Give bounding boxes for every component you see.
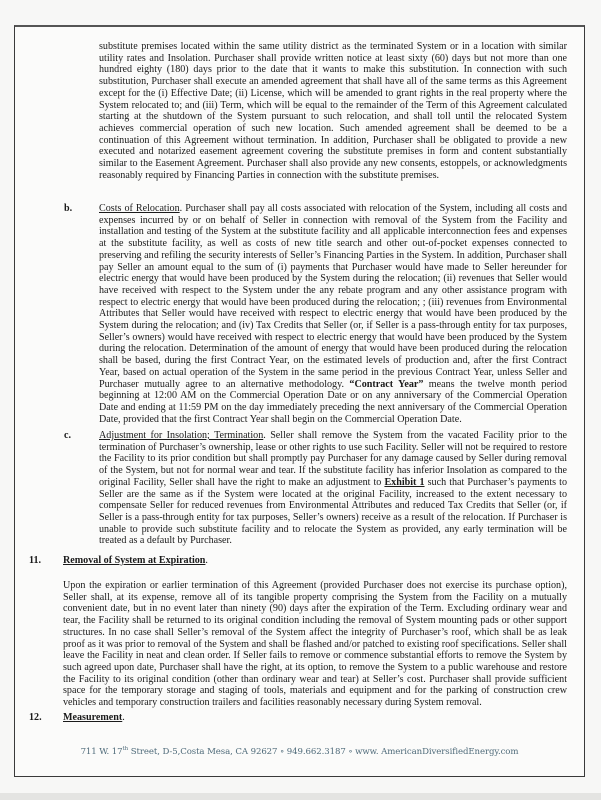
subsection-b-costs-of-relocation <box>99 203 567 425</box>
section-12-heading <box>63 712 125 724</box>
document-page <box>14 25 585 777</box>
section-12-number: 12. <box>29 712 42 723</box>
exhibit-1-reference[interactable]: Exhibit 1 <box>384 476 425 488</box>
defined-term-contract-year: “Contract Year” <box>349 378 424 390</box>
footer-address-post: Street, D-5,Costa Mesa, CA 92627 ∘ 949.662.3187 ∘ www. AmericanDiversifiedEnergy.com <box>128 747 519 757</box>
subsection-b-body-2: means the twelve month period beginning at 12:00 AM on the Commercial Operation Date or on any anniversary of the Commercial Operation Date and ending at 11:59 PM on the day immediately preceding the next anniversary of the Commercial Operation Date, provided that the first Contract Year shall begin on the Commercial Operation Date. <box>99 378 567 425</box>
subsection-b-title: Costs of Relocation <box>99 203 180 214</box>
subsection-c-body-2: such that Purchaser’s payments to Seller are the same as if the System were located at the original Facility, increased to the extent necessary to compensate Seller for reduced revenues from Environmental Attributes and reduced Tax Credits that Seller (or, if Seller is a pass-through entity for tax purposes, Seller’s owners) receive as a result of the relocation. If Purchaser is unable to provide such substitute facility and to relocate the System as provided, any early termination will be treated as a default by Purchaser. <box>99 476 567 547</box>
section-11-number: 11. <box>29 555 42 566</box>
section-11-body: Upon the expiration or earlier termination of this Agreement (provided Purchaser does not exercise its purchase option), Seller shall, at its expense, remove all of its tangible property comprising the System from the Facility on a mutually convenient date, but in no event later than ninety (90) days after the expiration of the Term. Excluding ordinary wear and tear, the Facility shall be returned to its original condition including the removal of System mounting pads or other support structures. In no case shall Seller’s removal of the System affect the integrity of Purchaser’s roof, which shall be as leak proof as it was prior to removal of the System and shall be flashed and/or patched to existing roof specifications. Seller shall leave the Facility in neat and clean order. If Seller fails to remove or commence substantial efforts to remove the System by such agreed upon date, Purchaser shall have the right, at its option, to remove the System to a public warehouse and restore the Facility to its original condition (other than ordinary wear and tear) at Seller’s cost. Purchaser shall provide sufficient space for the temporary storage and staging of tools, materials and equipment and for the parking of construction crew vehicles and temporary construction trailers and facilities reasonably necessary during System removal. <box>63 580 567 709</box>
scan-edge <box>0 793 601 800</box>
footer-address-sup: th <box>122 746 129 753</box>
subsection-c-title: Adjustment for Insolation; Termination <box>99 430 264 441</box>
subsection-label-c: c. <box>64 430 72 441</box>
section-12-title: Measurement <box>63 712 123 723</box>
section-11-title: Removal of System at Expiration <box>63 555 206 566</box>
section-11-heading <box>63 555 208 567</box>
subsection-c-adjustment-for-insolation <box>99 430 567 547</box>
footer-address-pre: 711 W. 17 <box>80 747 123 757</box>
page-footer <box>15 747 584 757</box>
subsection-b-body-1: . Purchaser shall pay all costs associated with relocation of the System, including all costs and expenses incurred by or on behalf of Seller in connection with removal of the System from the Facility and installation and testing of the System at the substitute facility and all applicable interconnection fees and expenses at the substitute facility, as well as costs of new title search and other out-of-pocket expenses connected to preserving and refiling the security interests of Seller’s Financing Parties in the System. In addition, Purchaser shall pay Seller an amount equal to the sum of (i) payments that Purchaser would have made to Seller hereunder for electric energy that would have been produced by the System during the relocation; (ii) revenues that Seller would have received with respect to the System under the any rebate program and any other assistance program with respect to electric energy that would have been produced during the relocation; ; (iii) revenues from Environmental Attributes that Seller would have received with respect to electric energy that would have been produced by the System during the relocation; and (iv) Tax Credits that Seller (or, if Seller is a pass-through entity for tax purposes, Seller’s owners) would have received with respect to electric energy that would have been produced by the System during the relocation. Determination of the amount of energy that would have been produced during the relocation shall be based, during the first Contract Year, on the estimated levels of production and, after the first Contract Year, based on actual operation of the System in the same period in the previous Contract Year, unless Seller and Purchaser mutually agree to an alternative methodology. <box>99 203 567 390</box>
section-12-title-suffix: . <box>122 712 125 723</box>
subsection-c-body-1: . Seller shall remove the System from the vacated Facility prior to the termination of Purchaser’s ownership, lease or other rights to use such Facility. Seller will not be required to restore the Facility to its prior condition but shall promptly pay Purchaser for any damage caused by Seller during removal of the System, but not for normal wear and tear. If the substitute facility has inferior Insolation as compared to the original Facility, Seller shall have the right to make an adjustment to <box>99 430 567 488</box>
continuation-paragraph: substitute premises located within the same utility district as the terminated System or in a location with similar utility rates and Insolation. Purchaser shall provide written notice at least sixty (60) days but not more than one hundred eighty (180) days prior to the date that it wants to make this substitution. In connection with such substitution, Purchaser shall execute an amended agreement that shall have all of the same terms as this Agreement except for the (i) Effective Date; (ii) License, which will be amended to grant rights in the real property where the System relocated to; and (iii) Term, which will be equal to the remainder of the Term of this Agreement calculated starting at the shutdown of the System pursuant to such relocation, and shall toll until the relocated System achieves commercial operation of such new location. Such amended agreement shall be deemed to be a continuation of this Agreement without termination. In addition, Purchaser shall be obligated to provide a new executed and notarized easement agreement covering the substitute premises in form and content substantially similar to the Easement Agreement. Purchaser shall also provide any new consents, estoppels, or acknowledgments reasonably required by Financing Parties in connection with the substitute premises. <box>99 41 567 181</box>
section-11-title-suffix: . <box>205 555 208 566</box>
subsection-label-b: b. <box>64 203 73 214</box>
